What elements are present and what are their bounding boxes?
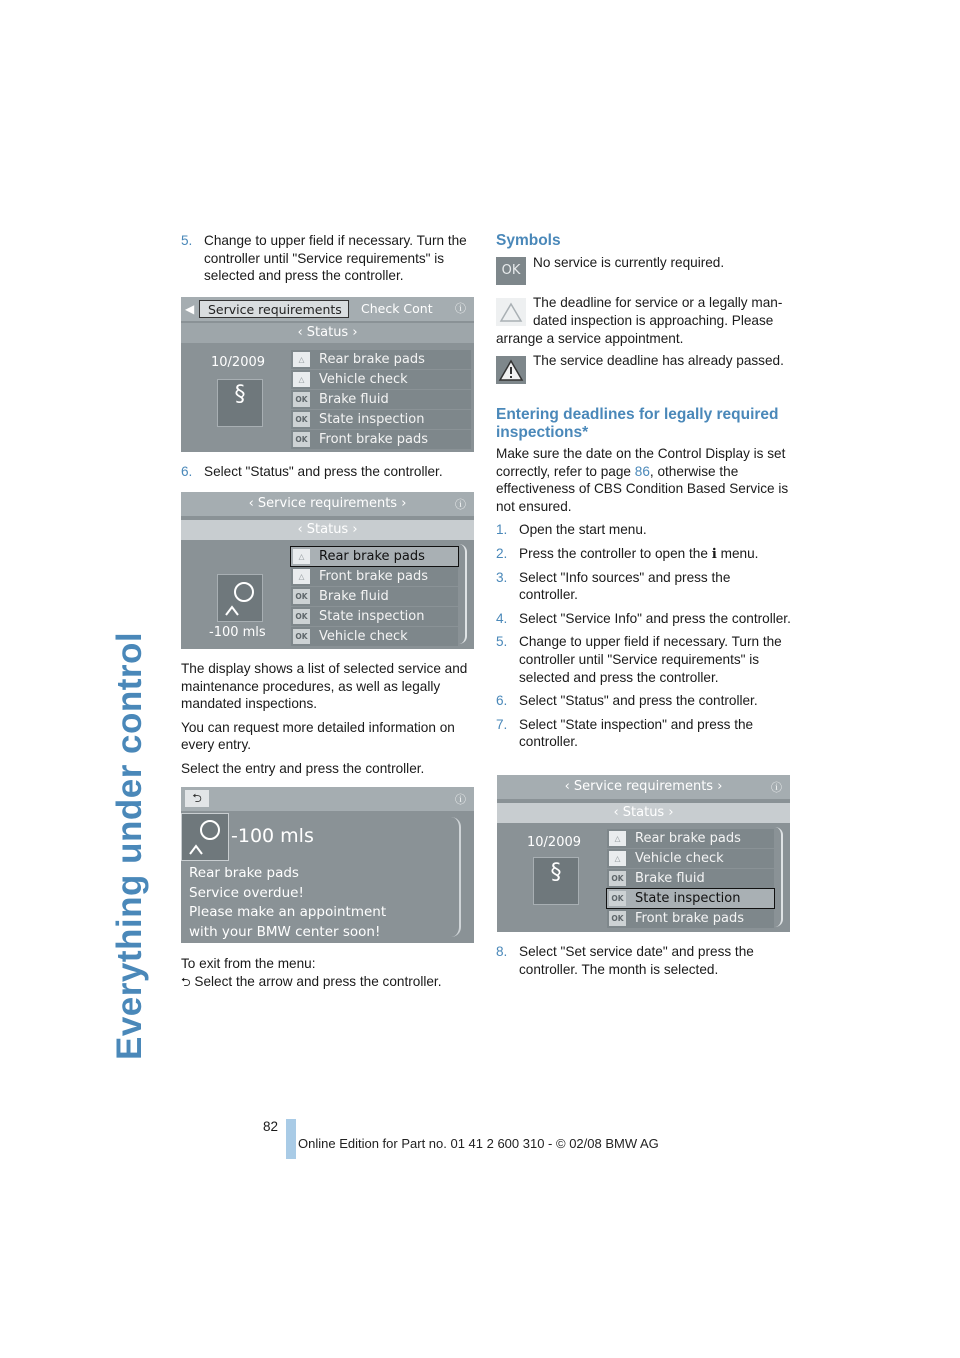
list-item[interactable]: OK Vehicle check: [291, 627, 458, 646]
warning-icon: △: [293, 569, 310, 584]
step-5: 5. Change to upper field if necessary. Turn the controller until "Service requirements" is selected and press the controller.: [181, 233, 467, 284]
left-column: [181, 232, 476, 291]
ok-icon: OK: [293, 412, 310, 427]
step-2: 2. Press the controller to open the ℹ menu.: [496, 545, 759, 561]
status-field[interactable]: ‹ Status ›: [181, 520, 474, 540]
mileage-display: -100 mls: [231, 825, 314, 847]
ok-icon: OK: [293, 589, 310, 604]
list-item-selected[interactable]: △ Rear brake pads: [291, 547, 458, 566]
warning-icon: △: [293, 372, 310, 387]
top-bar: [181, 787, 474, 811]
warning-icon: △: [609, 851, 626, 866]
screen-entry-detail: [181, 787, 474, 943]
step-7: 7. Select "State inspection" and press the controller.: [496, 716, 754, 750]
step-8: 8. Select "Set service date" and press the controller. The month is selected.: [496, 944, 754, 977]
ok-icon: OK: [609, 891, 626, 906]
left-paragraphs: The display shows a list of selected service and maintenance procedures, as well as legally mandated inspections. You can request more detailed information on every entry. Select the entry and press the controller.: [181, 661, 468, 776]
detail-text: Rear brake pads Service overdue! Please make an appointment with your BMW center soon!: [189, 865, 387, 940]
right-deadlines: Entering deadlines for legally required inspections* Make sure the date on the Control Display is set correctly, refer to page 86, otherwise the effectiveness of CBS Condition Based Service is not ensured. 1. Open the start menu. 2. Press the controller to open the ℹ menu. 3. Select "Info sources" and press the controller. 4. Select "Service Info" and press the controller. 5. Change to upper field if necessary. Turn the controller until "Service requirements" is selected and press the controller. 6. Select "Status" and press the controller. 7. Select "State inspection" and press the controller.: [496, 406, 791, 750]
ok-icon: OK: [293, 609, 310, 624]
screen-status: [181, 492, 474, 649]
step-6: 6. Select "Status" and press the controller.: [181, 464, 443, 479]
left-step6: [181, 463, 476, 487]
list-item[interactable]: OK Brake fluid: [291, 587, 458, 606]
page-link[interactable]: 86: [634, 463, 650, 479]
title-bar[interactable]: ‹ Service requirements ›: [181, 492, 474, 516]
list-item[interactable]: OK State inspection: [291, 607, 458, 626]
tab-check-control[interactable]: Check Cont: [361, 301, 433, 316]
symbols-heading: Symbols: [496, 232, 561, 249]
ok-icon: OK: [293, 432, 310, 447]
page-number: 82: [263, 1119, 279, 1134]
step-3: 3. Select "Info sources" and press the controller.: [496, 569, 731, 603]
inspection-icon: §: [217, 379, 263, 427]
scrollbar[interactable]: [451, 817, 461, 937]
return-arrow-icon[interactable]: ⮌: [185, 790, 209, 807]
tab-service-requirements[interactable]: Service requirements: [199, 300, 349, 318]
mileage-display: -100 mls: [209, 625, 266, 640]
sym-ok-text: No service is currently required.: [533, 255, 725, 270]
inspection-icon: §: [533, 857, 579, 905]
section-title-text: Everything under control: [110, 631, 149, 1060]
info-icon[interactable]: ⓘ: [771, 781, 782, 794]
back-arrow-icon[interactable]: ◀: [185, 302, 195, 316]
sym-overdue-text: The service deadline has already passed.: [533, 353, 784, 368]
return-arrow-icon: ⮌: [181, 974, 191, 989]
scrollbar[interactable]: [775, 827, 783, 927]
list-item[interactable]: △ Rear brake pads: [607, 829, 774, 848]
ok-icon: OK: [609, 911, 626, 926]
info-icon[interactable]: ⓘ: [455, 302, 466, 315]
sym-warning-text: The deadline for service or a legally man- dated inspection is approaching. Please: [533, 295, 783, 328]
list-item[interactable]: △ Vehicle check: [291, 370, 471, 389]
status-field[interactable]: ‹ Status ›: [497, 803, 790, 823]
footer-text: Online Edition for Part no. 01 41 2 600 310 - © 02/08 BMW AG: [298, 1136, 659, 1151]
exit-instructions: To exit from the menu: ⮌ Select the arrow and press the controller.: [181, 956, 442, 989]
status-field[interactable]: ‹ Status ›: [181, 323, 474, 343]
list-item[interactable]: OK State inspection: [291, 410, 471, 429]
warning-icon: △: [293, 549, 310, 564]
list-item[interactable]: △ Vehicle check: [607, 849, 774, 868]
date-display: 10/2009: [211, 355, 266, 370]
deadlines-heading: Entering deadlines for legally required inspections*: [496, 406, 779, 441]
brake-warning-icon: [181, 813, 229, 861]
list-item[interactable]: OK Front brake pads: [291, 430, 471, 449]
step-1: 1. Open the start menu.: [496, 522, 647, 538]
warning-icon: △: [609, 831, 626, 846]
step-4: 4. Select "Service Info" and press the controller.: [496, 610, 791, 626]
screen-state-inspection: [497, 775, 790, 932]
ok-icon: OK: [609, 871, 626, 886]
list-item-selected[interactable]: OK State inspection: [607, 889, 774, 908]
right-symbols: [496, 232, 791, 250]
step-5: 5. Change to upper field if necessary. Turn the controller until "Service requirements" is selected and press the controller.: [496, 634, 782, 685]
sym-warning-text-cont: arrange a service appointment.: [496, 331, 684, 346]
footer-accent-bar: [286, 1119, 296, 1159]
screen-service-requirements: [181, 297, 474, 452]
right-step8: [496, 943, 791, 984]
ok-icon: OK: [293, 392, 310, 407]
overdue-symbol-icon: [496, 356, 526, 384]
list-item[interactable]: OK Front brake pads: [607, 909, 774, 928]
brake-warning-icon: [217, 574, 263, 622]
list-item[interactable]: △ Rear brake pads: [291, 350, 471, 369]
scrollbar[interactable]: [459, 544, 467, 644]
ok-symbol-icon: OK: [496, 257, 526, 285]
info-icon[interactable]: ⓘ: [455, 498, 466, 511]
step-6: 6. Select "Status" and press the controller.: [496, 693, 758, 709]
warning-icon: △: [293, 352, 310, 367]
title-bar[interactable]: ‹ Service requirements ›: [497, 775, 790, 799]
list-item[interactable]: OK Brake fluid: [291, 390, 471, 409]
list-item[interactable]: OK Brake fluid: [607, 869, 774, 888]
warning-symbol-icon: [496, 298, 526, 326]
section-title: [110, 240, 150, 1060]
ok-icon: OK: [293, 629, 310, 644]
date-display: 10/2009: [527, 835, 582, 850]
info-icon[interactable]: ⓘ: [455, 793, 466, 806]
list-item[interactable]: △ Front brake pads: [291, 567, 458, 586]
